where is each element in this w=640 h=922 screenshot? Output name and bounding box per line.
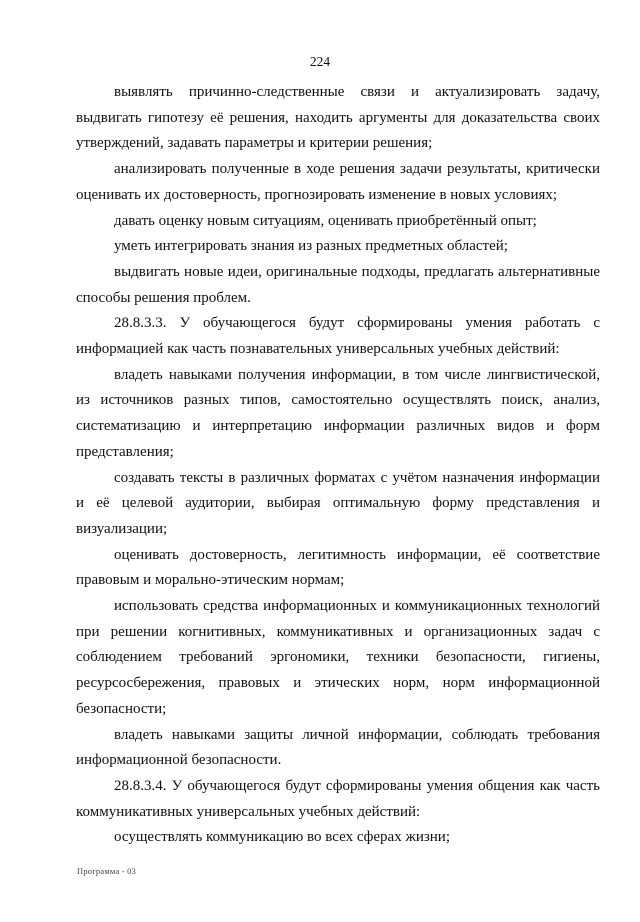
paragraph: выдвигать новые идеи, оригинальные подходы, предлагать альтернативные способы решения проблем.	[76, 263, 600, 306]
paragraph: уметь интегрировать знания из разных предметных областей;	[114, 238, 508, 255]
paragraph: использовать средства информационных и коммуникационных технологий при решении когнитивных, коммуникативных и организационных задач с соблюдением требований эргономики, техники безопасности, гигиены, ресурсосбережения, правовых и этических норм, норм информационной безопасности;	[76, 598, 600, 717]
paragraph: владеть навыками защиты личной информации, соблюдать требования информационной безопасности.	[76, 726, 600, 769]
paragraph: владеть навыками получения информации, в том числе лингвистической, из источников разных типов, самостоятельно осуществлять поиск, анализ, систематизацию и интерпретацию информации различных видов и форм представления;	[76, 366, 600, 460]
paragraph: выявлять причинно-следственные связи и актуализировать задачу, выдвигать гипотезу её решения, находить аргументы для доказательства своих утверждений, задавать параметры и критерии решения;	[76, 84, 600, 152]
paragraph: создавать тексты в различных форматах с учётом назначения информации и её целевой аудитории, выбирая оптимальную форму представления и визуализации;	[76, 469, 600, 537]
paragraph: осуществлять коммуникацию во всех сферах жизни;	[114, 829, 450, 846]
paragraph: анализировать полученные в ходе решения задачи результаты, критически оценивать их достоверность, прогнозировать изменение в новых условиях;	[76, 161, 600, 203]
document-body	[76, 80, 600, 851]
section-heading-28-8-3-4: 28.8.3.4. У обучающегося будут сформированы умения общения как часть коммуникативных универсальных учебных действий:	[76, 777, 600, 820]
paragraph: оценивать достоверность, легитимность информации, её соответствие правовым и морально-этическим нормам;	[76, 546, 600, 589]
page-number: 224	[309, 54, 331, 69]
footer-label: Программа - 03	[77, 866, 137, 876]
section-heading-28-8-3-3: 28.8.3.3. У обучающегося будут сформированы умения работать с информацией как часть познавательных универсальных учебных действий:	[76, 315, 600, 358]
paragraph: давать оценку новым ситуациям, оценивать приобретённый опыт;	[114, 212, 537, 229]
